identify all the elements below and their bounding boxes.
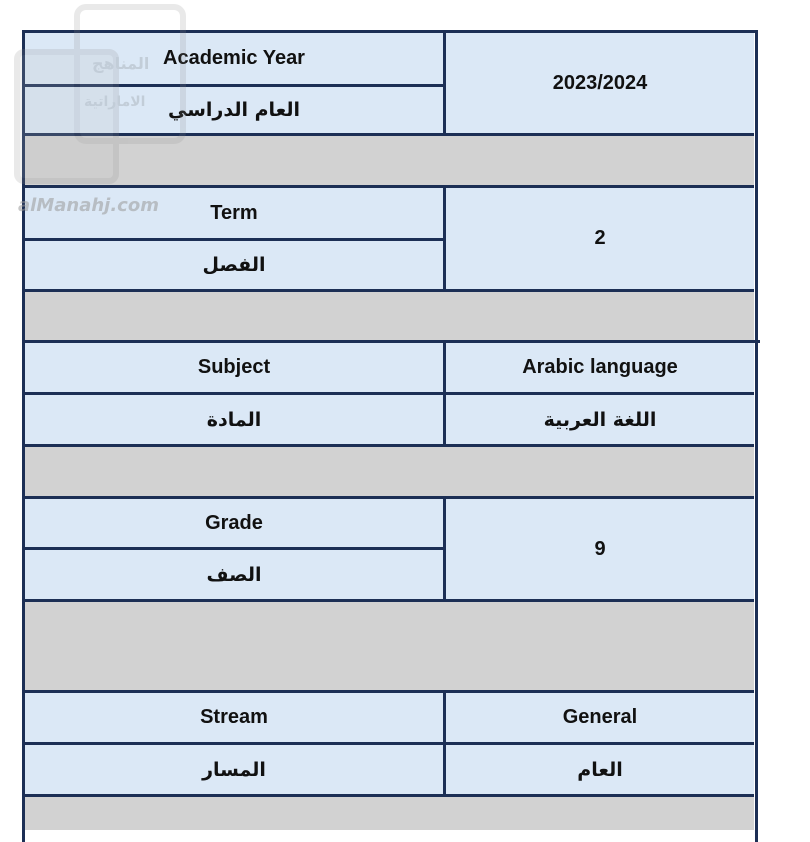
stream-label-ar: المسار bbox=[25, 745, 443, 794]
term-value: 2 bbox=[446, 188, 754, 289]
term-label-ar: الفصل bbox=[25, 241, 443, 289]
academic-year-label-en: Academic Year bbox=[25, 33, 443, 84]
spacer-row bbox=[25, 602, 754, 690]
grid-line bbox=[25, 340, 760, 343]
grid-line bbox=[443, 188, 446, 292]
grid-line bbox=[25, 392, 754, 395]
grid-line bbox=[25, 742, 754, 745]
subject-label-ar: المادة bbox=[25, 395, 443, 444]
watermark-site-text: alManahj.com bbox=[18, 195, 159, 216]
grid-line bbox=[443, 33, 446, 136]
stream-label-en: Stream bbox=[25, 693, 443, 742]
spacer-row bbox=[25, 136, 754, 185]
grid-line bbox=[25, 599, 754, 602]
grid-line bbox=[443, 693, 446, 797]
grid-line bbox=[25, 690, 754, 693]
subject-value-ar: اللغة العربية bbox=[446, 395, 754, 444]
grid-line bbox=[443, 343, 446, 447]
term-label-en: Term bbox=[25, 188, 443, 238]
stream-value-ar: العام bbox=[446, 745, 754, 794]
academic-year-value: 2023/2024 bbox=[446, 33, 754, 133]
grade-value: 9 bbox=[446, 499, 754, 599]
subject-label-en: Subject bbox=[25, 343, 443, 392]
stream-value-en: General bbox=[446, 693, 754, 742]
grid-line bbox=[25, 133, 754, 136]
grid-line bbox=[443, 499, 446, 602]
grid-line bbox=[25, 289, 754, 292]
academic-year-label-ar: العام الدراسي bbox=[25, 87, 443, 133]
spacer-row bbox=[25, 292, 754, 340]
grid-line bbox=[25, 238, 443, 241]
grid-line bbox=[25, 444, 754, 447]
subject-value-en: Arabic language bbox=[446, 343, 754, 392]
grid-line bbox=[25, 496, 754, 499]
grid-line bbox=[25, 185, 754, 188]
spacer-row bbox=[25, 447, 754, 496]
grade-label-ar: الصف bbox=[25, 550, 443, 599]
grid-line bbox=[25, 547, 443, 550]
grade-label-en: Grade bbox=[25, 499, 443, 547]
grid-line bbox=[25, 84, 443, 87]
spacer-row bbox=[25, 797, 754, 830]
grid-line bbox=[25, 794, 754, 797]
